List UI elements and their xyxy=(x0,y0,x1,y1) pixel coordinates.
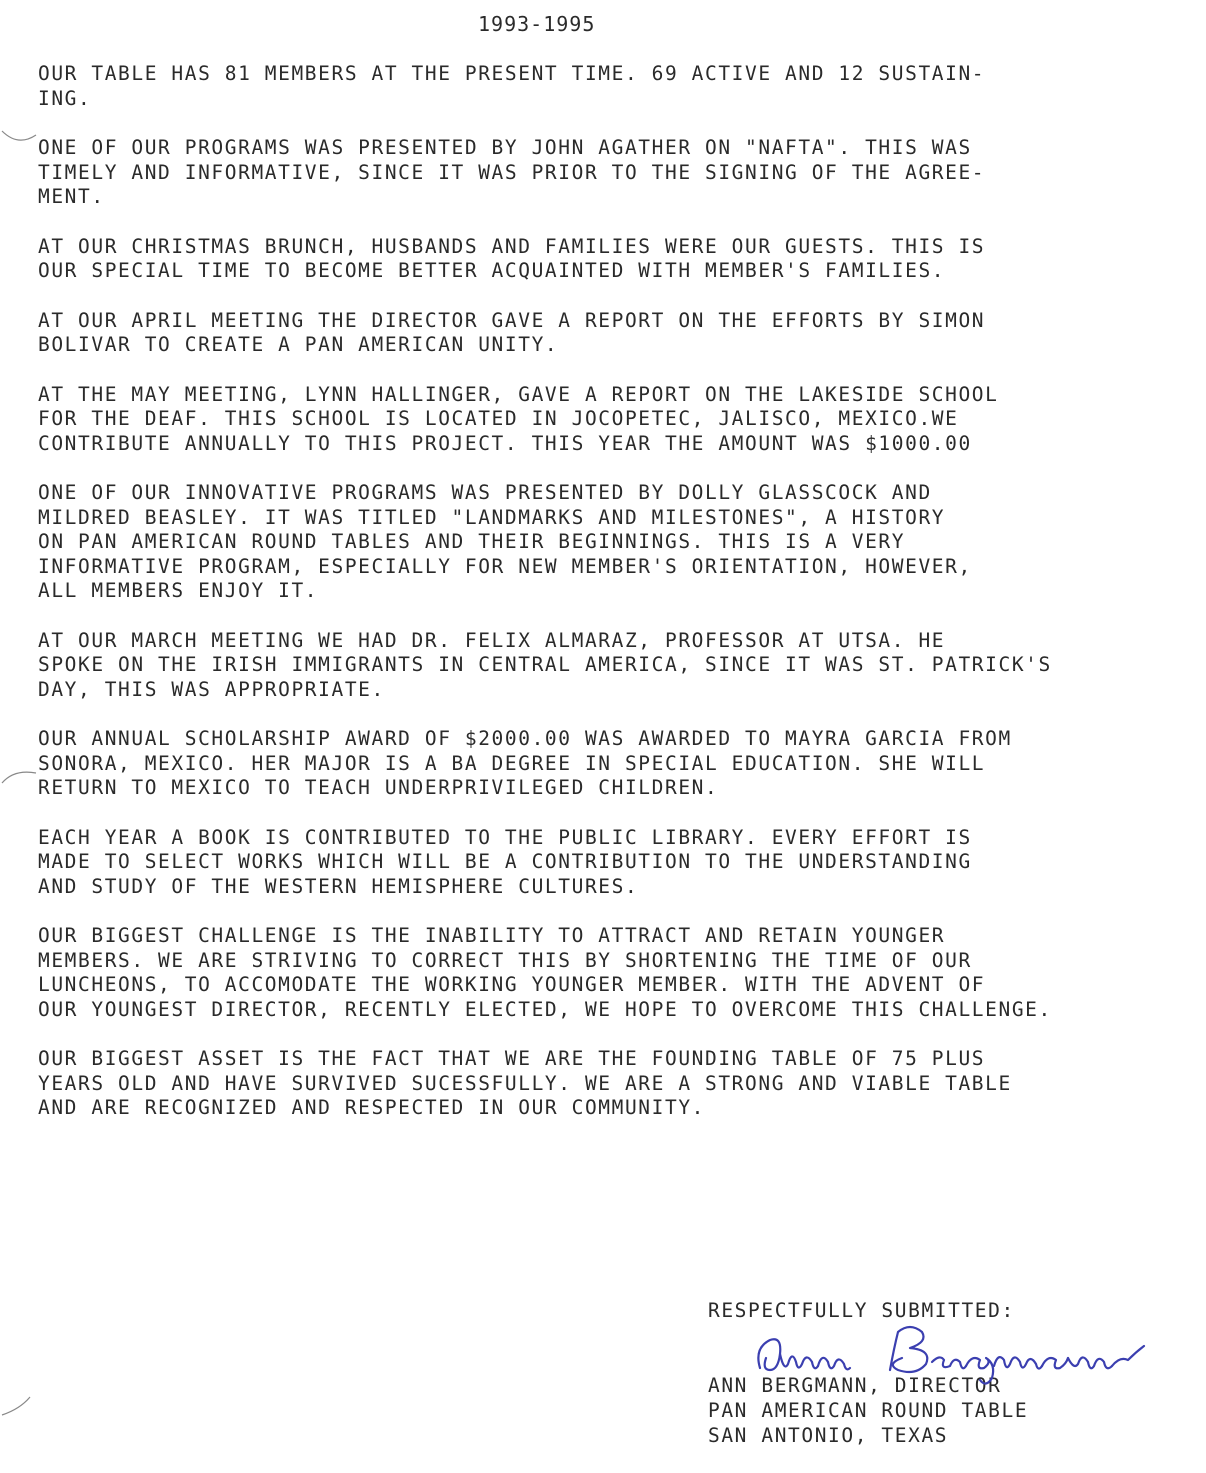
signer-location: SAN ANTONIO, TEXAS xyxy=(708,1424,949,1447)
binder-hole-mark xyxy=(0,125,40,155)
paragraph-april-meeting: AT OUR APRIL MEETING THE DIRECTOR GAVE A REPORT ON THE EFFORTS BY SIMON BOLIVAR TO CREATE A PAN AMERICAN UNITY. xyxy=(38,308,986,356)
year-range-heading: 1993-1995 xyxy=(478,12,596,36)
paragraph-may-meeting: AT THE MAY MEETING, LYNN HALLINGER, GAVE A REPORT ON THE LAKESIDE SCHOOL FOR THE DEAF. THIS SCHOOL IS LOCATED IN JOCOPETEC, JALISCO, MEXICO.WE CONTRIBUTE ANNUALLY TO THIS PROJECT. THIS YEAR THE AMOUNT WAS $1000.00 xyxy=(38,382,999,455)
paragraph-library-book: EACH YEAR A BOOK IS CONTRIBUTED TO THE PUBLIC LIBRARY. EVERY EFFORT IS MADE TO SELECT WORKS WHICH WILL BE A CONTRIBUTION TO THE UNDERSTANDING AND STUDY OF THE WESTERN HEMISPHERE CULTURES. xyxy=(38,825,972,898)
paragraph-biggest-asset: OUR BIGGEST ASSET IS THE FACT THAT WE ARE THE FOUNDING TABLE OF 75 PLUS YEARS OLD AND HAVE SURVIVED SUCESSFULLY. WE ARE A STRONG AND VIABLE TABLE AND ARE RECOGNIZED AND RESPECTED IN OUR COMMUNITY. xyxy=(38,1047,1012,1119)
paragraph-march-meeting: AT OUR MARCH MEETING WE HAD DR. FELIX ALMARAZ, PROFESSOR AT UTSA. HE SPOKE ON THE IRISH IMMIGRANTS IN CENTRAL AMERICA, SINCE IT WAS ST. PATRICK'S DAY, THIS WAS APPROPRIATE. xyxy=(38,628,1052,701)
report-body xyxy=(38,62,1188,1146)
binder-hole-mark xyxy=(0,1395,40,1425)
paragraph-innovative-programs: ONE OF OUR INNOVATIVE PROGRAMS WAS PRESENTED BY DOLLY GLASSCOCK AND MILDRED BEASLEY. IT WAS TITLED "LANDMARKS AND MILESTONES", A HISTORY ON PAN AMERICAN ROUND TABLES AND THEIR BEGINNINGS. THIS IS A VERY INFORMATIVE PROGRAM, ESPECIALLY FOR NEW MEMBER'S ORIENTATION, HOWEVER, ALL MEMBERS ENJOY IT. xyxy=(38,481,972,602)
binder-hole-mark xyxy=(0,765,40,795)
signer-name: ANN BERGMANN, DIRECTOR xyxy=(708,1374,1002,1397)
paragraph-membership: OUR TABLE HAS 81 MEMBERS AT THE PRESENT TIME. 69 ACTIVE AND 12 SUSTAIN- ING. xyxy=(38,62,986,110)
paragraph-scholarship: OUR ANNUAL SCHOLARSHIP AWARD OF $2000.00 WAS AWARDED TO MAYRA GARCIA FROM SONORA, MEXICO. HER MAJOR IS A BA DEGREE IN SPECIAL EDUCATION. SHE WILL RETURN TO MEXICO TO TEACH UNDERPRIVILEGED CHILDREN. xyxy=(38,727,1012,799)
paragraph-biggest-challenge: OUR BIGGEST CHALLENGE IS THE INABILITY TO ATTRACT AND RETAIN YOUNGER MEMBERS. WE ARE STRIVING TO CORRECT THIS BY SHORTENING THE TIME OF OUR LUNCHEONS, TO ACCOMODATE THE WORKING YOUNGER MEMBER. WITH THE ADVENT OF OUR YOUNGEST DIRECTOR, RECENTLY ELECTED, WE HOPE TO OVERCOME THIS CHALLENGE. xyxy=(38,924,1052,1021)
paragraph-christmas-brunch: AT OUR CHRISTMAS BRUNCH, HUSBANDS AND FAMILIES WERE OUR GUESTS. THIS IS OUR SPECIAL TIME TO BECOME BETTER ACQUAINTED WITH MEMBER'S FAMILIES. xyxy=(38,234,986,282)
closing-salutation: RESPECTFULLY SUBMITTED: xyxy=(708,1299,1015,1322)
handwritten-signature xyxy=(740,1318,1160,1388)
paragraph-nafta-program: ONE OF OUR PROGRAMS WAS PRESENTED BY JOHN AGATHER ON "NAFTA". THIS WAS TIMELY AND INFORMATIVE, SINCE IT WAS PRIOR TO THE SIGNING OF THE AGREE- MENT. xyxy=(38,136,986,208)
signer-organization: PAN AMERICAN ROUND TABLE xyxy=(708,1399,1029,1422)
